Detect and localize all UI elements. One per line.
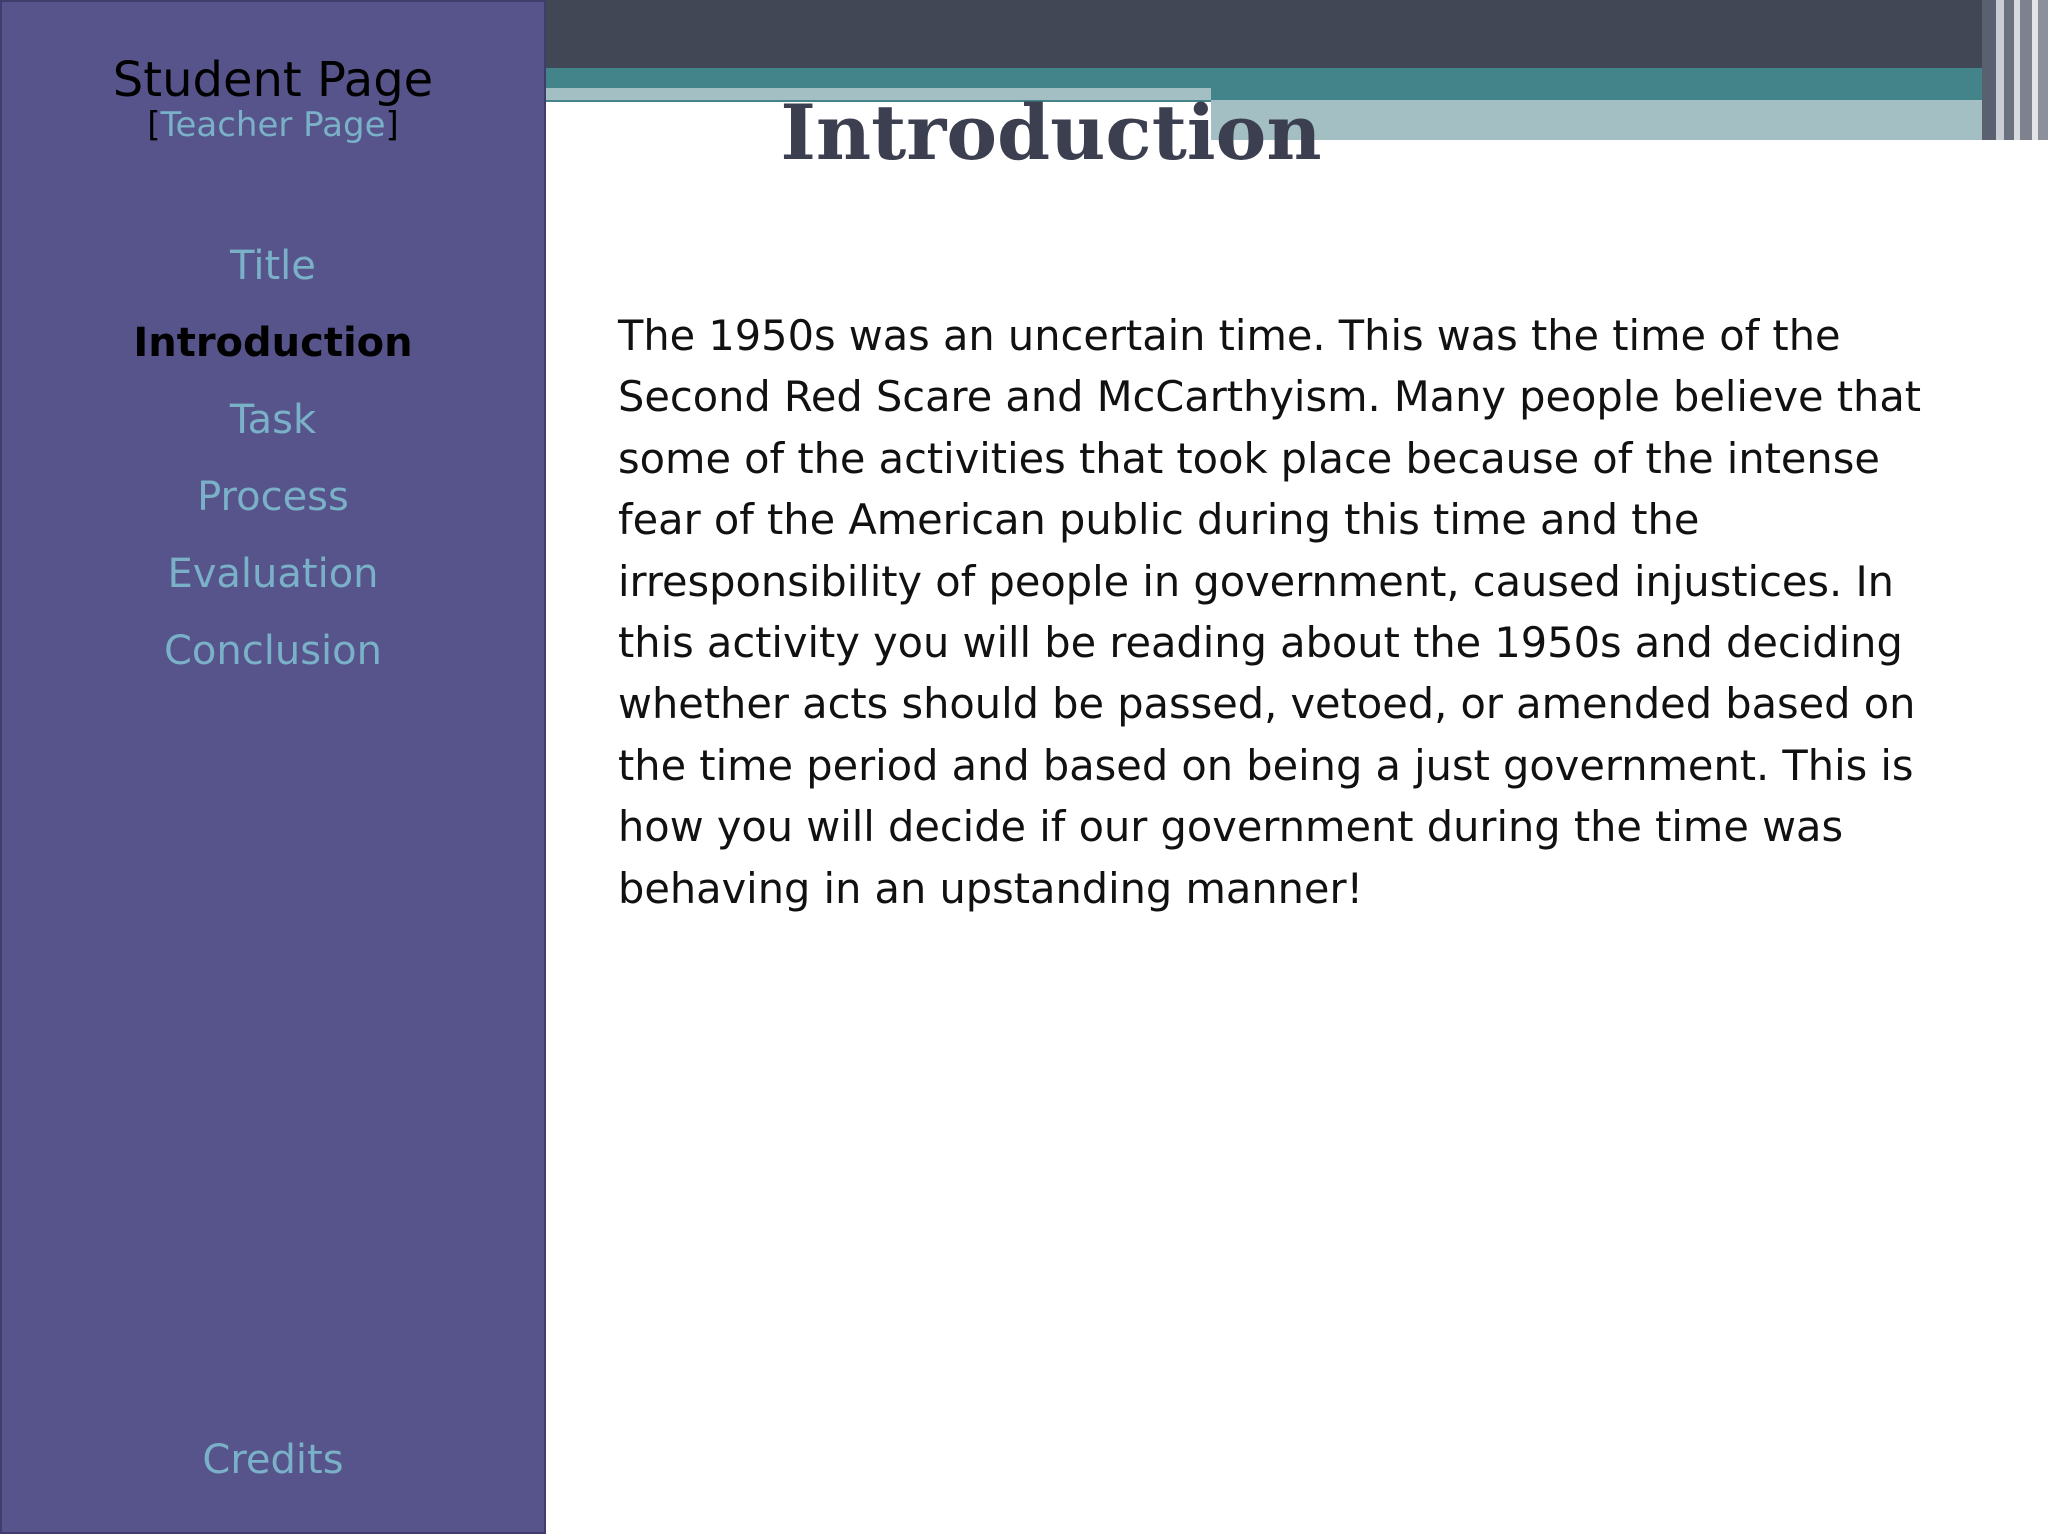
header-stripes	[1982, 0, 2048, 140]
nav-item-conclusion[interactable]: Conclusion	[164, 628, 382, 674]
nav-item-introduction[interactable]: Introduction	[133, 320, 413, 366]
sidebar-nav	[2, 234, 544, 696]
student-page-title: Student Page	[112, 52, 434, 108]
nav-item-credits[interactable]: Credits	[202, 1437, 344, 1483]
header-bar-dark	[546, 0, 2048, 68]
nav-item-evaluation[interactable]: Evaluation	[167, 551, 379, 597]
page-heading: Introduction	[780, 88, 1322, 177]
bracket-open: [	[147, 105, 161, 145]
sidebar	[0, 0, 546, 1534]
nav-item-title[interactable]: Title	[230, 243, 316, 289]
intro-paragraph: The 1950s was an uncertain time. This was the time of the Second Red Scare and McCarthyism. Many people believe that some of the activities that took place because of the intense fear of the American public during this time and the irresponsibility of people in government, caused injustices. In this activity you will be reading about the 1950s and deciding whether acts should be passed, vetoed, or amended based on the time period and based on being a just government. This is how you will decide if our government during the time was behaving in an upstanding manner!	[618, 311, 1922, 913]
nav-item-task[interactable]: Task	[229, 397, 317, 443]
teacher-page-line	[2, 105, 544, 145]
teacher-page-link[interactable]: Teacher Page	[160, 105, 386, 145]
nav-item-process[interactable]: Process	[197, 474, 349, 520]
bracket-close: ]	[385, 105, 399, 145]
